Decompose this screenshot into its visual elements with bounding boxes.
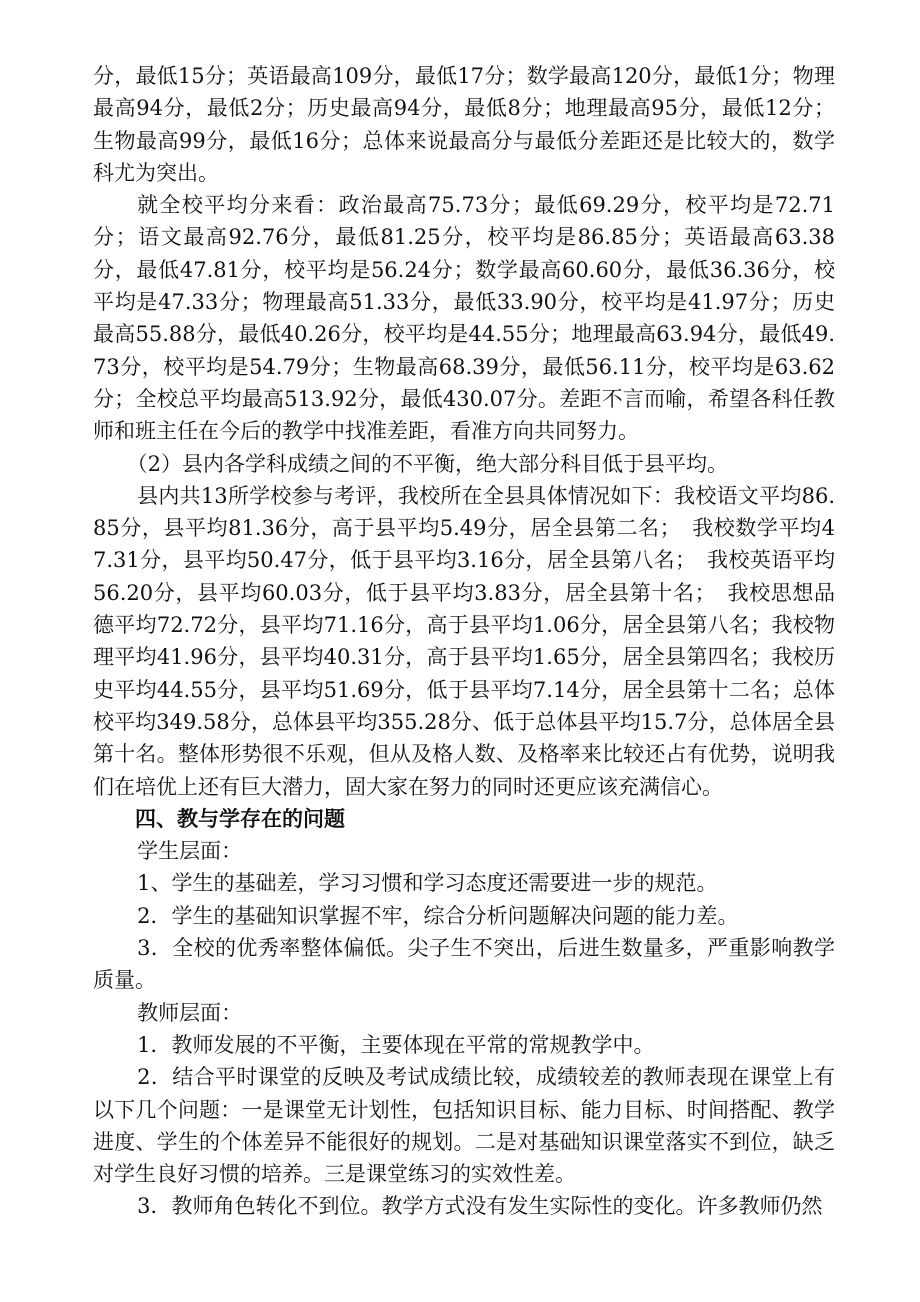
paragraph-school-average: 就全校平均分来看：政治最高75.73分；最低69.29分，校平均是72.71分；语文最高92.76分，最低81.25分，校平均是86.85分；英语最高63.38分，最低47.81分，校平均是56.24分；数学最高60.60分，最低36.36分，校平均是47.33分；物理最高51.33分，最低33.90分，校平均是41.97分；历史最高55.88分，最低40.26分，校平均是44.55分；地理最高63.94分，最低49.73分，校平均是54.79分；生物最高68.39分，最低56.11分，校平均是63.62分；全校总平均最高513.92分，最低430.07分。差距不言而喻，希望各科任教师和班主任在今后的教学中找准差距，看准方向共同努力。 xyxy=(93,193,835,444)
teacher-item-3: 3．教师角色转化不到位。教学方式没有发生实际性的变化。许多教师仍然 xyxy=(137,1194,823,1219)
paragraph-subject-score-range: 分，最低15分；英语最高109分，最低17分；数学最高120分，最低1分；物理最高94分，最低2分；历史最高94分，最低8分；地理最高95分，最低12分；生物最高99分，最低16分；总体来说最高分与最低分差距还是比较大的，数学科尤为突出。 xyxy=(93,64,835,185)
paragraph-county-imbalance-title: （2）县内各学科成绩之间的不平衡，绝大部分科目低于县平均。 xyxy=(126,451,728,476)
teacher-item-2: 2．结合平时课堂的反映及考试成绩比较，成绩较差的教师表现在课堂上有以下几个问题：一是课堂无计划性，包括知识目标、能力目标、时间搭配、教学进度、学生的个体差异不能很好的规划。二是对基础知识课堂落实不到位，缺乏对学生良好习惯的培养。三是课堂练习的实效性差。 xyxy=(93,1065,835,1187)
teacher-level-label: 教师层面： xyxy=(137,1000,243,1025)
student-level-label: 学生层面： xyxy=(137,839,243,864)
paragraph-county-comparison: 县内共13所学校参与考评，我校所在全县具体情况如下：我校语文平均86.85分，县平均81.36分，高于县平均5.49分，居全县第二名； 我校数学平均47.31分，县平均50.47分，低于县平均3.16分，居全县第八名； 我校英语平均56.20分，县平均60.03分，低于县平均3.83分，居全县第十名； 我校思想品德平均72.72分，县平均71.16分，高于县平均1.06分，居全县第八名；我校物理平均41.96分，县平均40.31分，高于县平均1.65分，居全县第四名；我校历史平均44.55分，县平均51.69分，低于县平均7.14分，居全县第十二名；总体校平均349.58分，总体县平均355.28分、低于总体县平均15.7分，总体居全县第十名。整体形势很不乐观，但从及格人数、及格率来比较还占有优势，说明我们在培优上还有巨大潜力，固大家在努力的同时还更应该充满信心。 xyxy=(93,483,835,799)
student-item-2: 2．学生的基础知识掌握不牢，综合分析问题解决问题的能力差。 xyxy=(137,903,739,928)
section-heading-problems: 四、教与学存在的问题 xyxy=(135,806,345,831)
teacher-item-1: 1．教师发展的不平衡，主要体现在平常的常规教学中。 xyxy=(137,1032,655,1057)
student-item-1: 1、学生的基础差，学习习惯和学习态度还需要进一步的规范。 xyxy=(137,871,718,896)
document-page xyxy=(93,60,835,1223)
student-item-3: 3．全校的优秀率整体偏低。尖子生不突出，后进生数量多，严重影响教学质量。 xyxy=(93,936,835,993)
